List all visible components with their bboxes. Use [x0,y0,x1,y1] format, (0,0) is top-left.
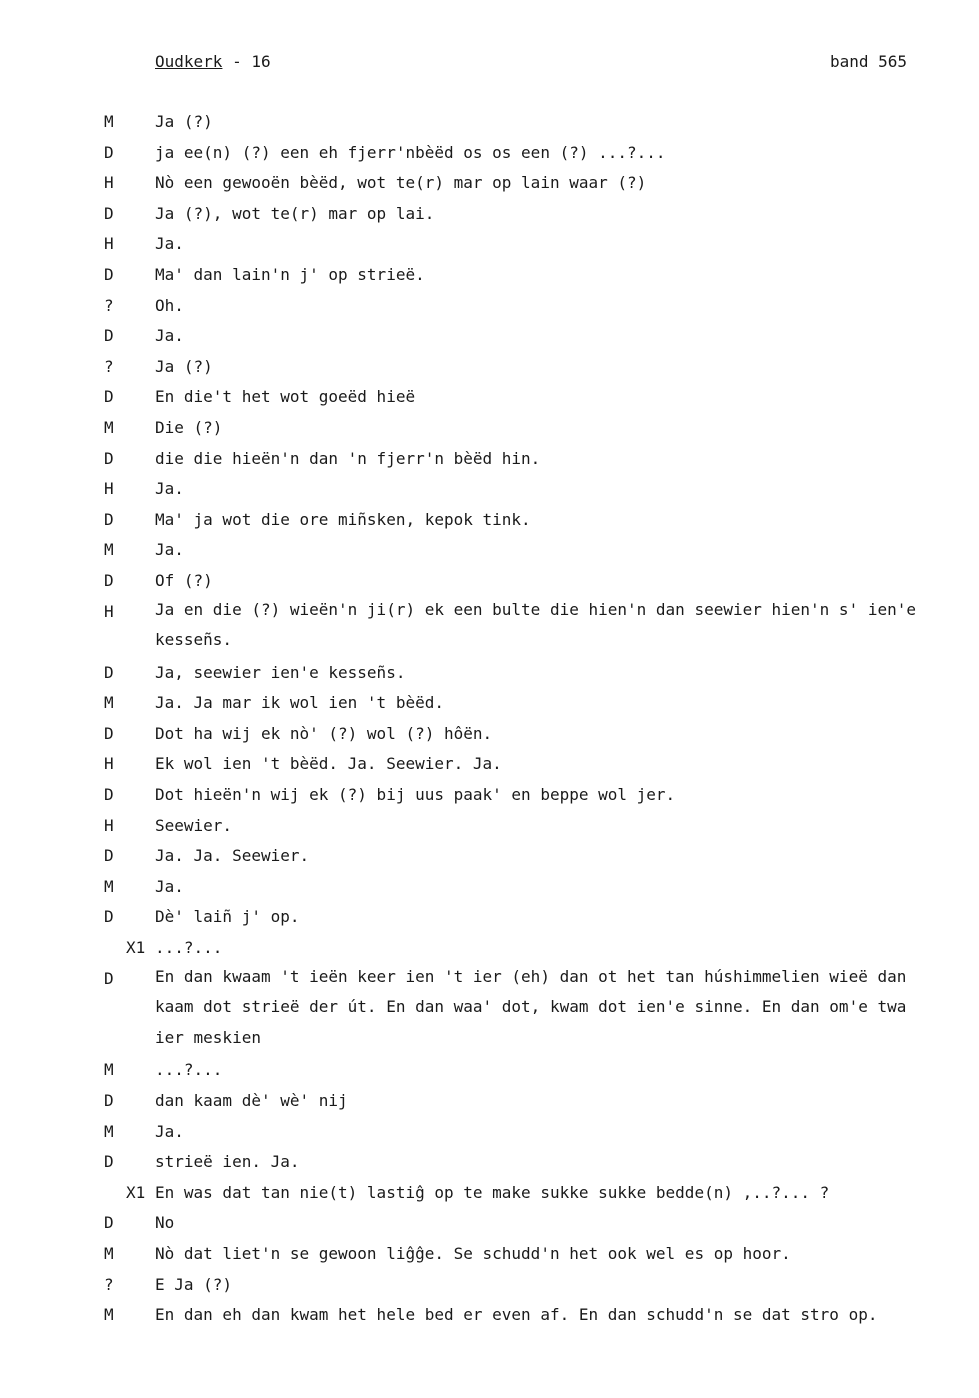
utterance-text: Ja en die (?) wieën'n ji(r) ek een bulte die hien'n dan seewier hien'n s' ien'e kesseñs. [155,599,916,650]
speaker-label: H [104,601,114,621]
utterance-text: strieë ien. Ja. [155,1152,300,1172]
utterance-text: Ma' ja wot die ore miñsken, kepok tink. [155,509,531,529]
speaker-label: M [104,1060,114,1080]
transcript-line [0,877,979,908]
utterance-text: Die (?) [155,417,223,437]
speaker-label: H [104,815,114,835]
utterance-text: En die't het wot goeëd hieë [155,387,416,407]
transcript-line [0,479,979,510]
transcript-line [0,1060,979,1091]
transcript-line [0,663,979,694]
utterance-text: Oh. [155,295,184,315]
utterance-text: Ja. [155,876,184,896]
band-number: band 565 [830,52,908,71]
speaker-label: D [104,1152,114,1172]
utterance-text: Ja (?), wot te(r) mar op lai. [155,203,435,223]
utterance-text: Ja. Ja. Seewier. [155,846,310,866]
utterance-text: Ja, seewier ien'e kesseñs. [155,662,406,682]
utterance-text: Ja. [155,540,184,560]
transcript-line [0,846,979,877]
utterance-text: Ja (?) [155,356,213,376]
utterance-text: die die hieën'n dan 'n fjerr'n bèëd hin. [155,448,541,468]
utterance-text: Ja. Ja mar ik wol ien 't bèëd. [155,693,444,713]
speaker-label: D [104,448,114,468]
speaker-label: D [104,387,114,407]
speaker-label: ? [104,356,114,376]
speaker-label: M [104,112,114,131]
transcript-line [0,540,979,571]
utterance-text: En was dat tan nie(t) lastiĝ op te make sukke sukke bedde(n) ,..?... ? [155,1182,830,1202]
utterance-text: En dan eh dan kwam het hele bed er even af. En dan schudd'n se dat stro op. [155,1305,878,1325]
transcript [0,112,979,1336]
transcript-line [0,1091,979,1122]
speaker-label: D [104,142,114,162]
transcript-line [0,1213,979,1244]
transcript-line [0,816,979,847]
transcript-line [0,449,979,480]
speaker-label: D [104,968,114,988]
transcript-line [0,907,979,938]
transcript-line [0,143,979,174]
transcript-line [0,234,979,265]
transcript-line [0,418,979,449]
utterance-text: En dan kwaam 't ieën keer ien 't ier (eh) dan ot het tan húshimmelien wieë dan kaam dot strieë der út. En dan waa' dot, kwam dot ien'e sinne. En dan om'e twa ier meskien [155,966,907,1047]
speaker-label: M [104,417,114,437]
place-name: Oudkerk [155,52,223,71]
transcript-line [0,265,979,296]
utterance-text: Ja. [155,479,184,499]
speaker-label: D [104,203,114,223]
transcript-line [0,1275,979,1306]
header-left [155,52,271,71]
utterance-text: dan kaam dè' wè' nij [155,1091,348,1111]
transcript-line [0,1244,979,1275]
transcript-line [0,1305,979,1336]
transcript-line [0,296,979,327]
speaker-label: D [104,662,114,682]
speaker-label: M [104,540,114,560]
transcript-line [0,112,979,143]
speaker-label: ? [104,295,114,315]
transcript-line [0,599,979,663]
transcript-line [0,724,979,755]
utterance-text: Of (?) [155,570,213,590]
speaker-label: X1 [126,1182,146,1202]
speaker-label: D [104,570,114,590]
speaker-label: M [104,1305,114,1325]
utterance-text: Nò een gewooën bèëd, wot te(r) mar op lain waar (?) [155,173,647,193]
utterance-text: Ja. [155,1121,184,1141]
utterance-text: E Ja (?) [155,1274,233,1294]
utterance-text: ja ee(n) (?) een eh fjerr'nbèëd os os een (?) ...?... [155,142,666,162]
utterance-text: Seewier. [155,815,233,835]
speaker-label: H [104,173,114,193]
speaker-label: D [104,907,114,927]
utterance-text: Nò dat liet'n se gewoon liĝĝe. Se schudd'n het ook wel es op hoor. [155,1243,791,1263]
speaker-label: ? [104,1274,114,1294]
utterance-text: ...?... [155,938,223,958]
utterance-text: Ek wol ien 't bèëd. Ja. Seewier. Ja. [155,754,502,774]
utterance-text: ...?... [155,1060,223,1080]
speaker-label: M [104,876,114,896]
page-header [0,52,979,74]
utterance-text: Dè' laiñ j' op. [155,907,300,927]
utterance-text: Ja. [155,234,184,254]
speaker-label: H [104,479,114,499]
speaker-label: M [104,1243,114,1263]
utterance-text: No [155,1213,175,1233]
speaker-label: H [104,234,114,254]
speaker-label: D [104,264,114,284]
speaker-label: H [104,754,114,774]
transcript-line [0,387,979,418]
speaker-label: D [104,326,114,346]
speaker-label: M [104,693,114,713]
speaker-label: X1 [126,938,146,958]
speaker-label: D [104,723,114,743]
transcript-line [0,754,979,785]
speaker-label: D [104,1213,114,1233]
transcript-line [0,326,979,357]
transcript-line [0,204,979,235]
speaker-label: D [104,509,114,529]
utterance-text: Dot ha wij ek nò' (?) wol (?) hôën. [155,723,493,743]
speaker-label: D [104,1091,114,1111]
transcript-line [0,173,979,204]
utterance-text: Ma' dan lain'n j' op strieë. [155,264,425,284]
transcript-line [0,510,979,541]
transcript-line [0,1152,979,1183]
transcript-line [0,1183,979,1214]
transcript-line [0,357,979,388]
utterance-text: Ja. [155,326,184,346]
transcript-line [0,1122,979,1153]
utterance-text: Ja (?) [155,112,213,131]
page-number: - 16 [222,52,271,71]
transcript-line [0,966,979,1061]
transcript-line [0,693,979,724]
utterance-text: Dot hieën'n wij ek (?) bij uus paak' en beppe wol jer. [155,785,676,805]
transcript-line [0,785,979,816]
speaker-label: D [104,846,114,866]
speaker-label: M [104,1121,114,1141]
speaker-label: D [104,785,114,805]
